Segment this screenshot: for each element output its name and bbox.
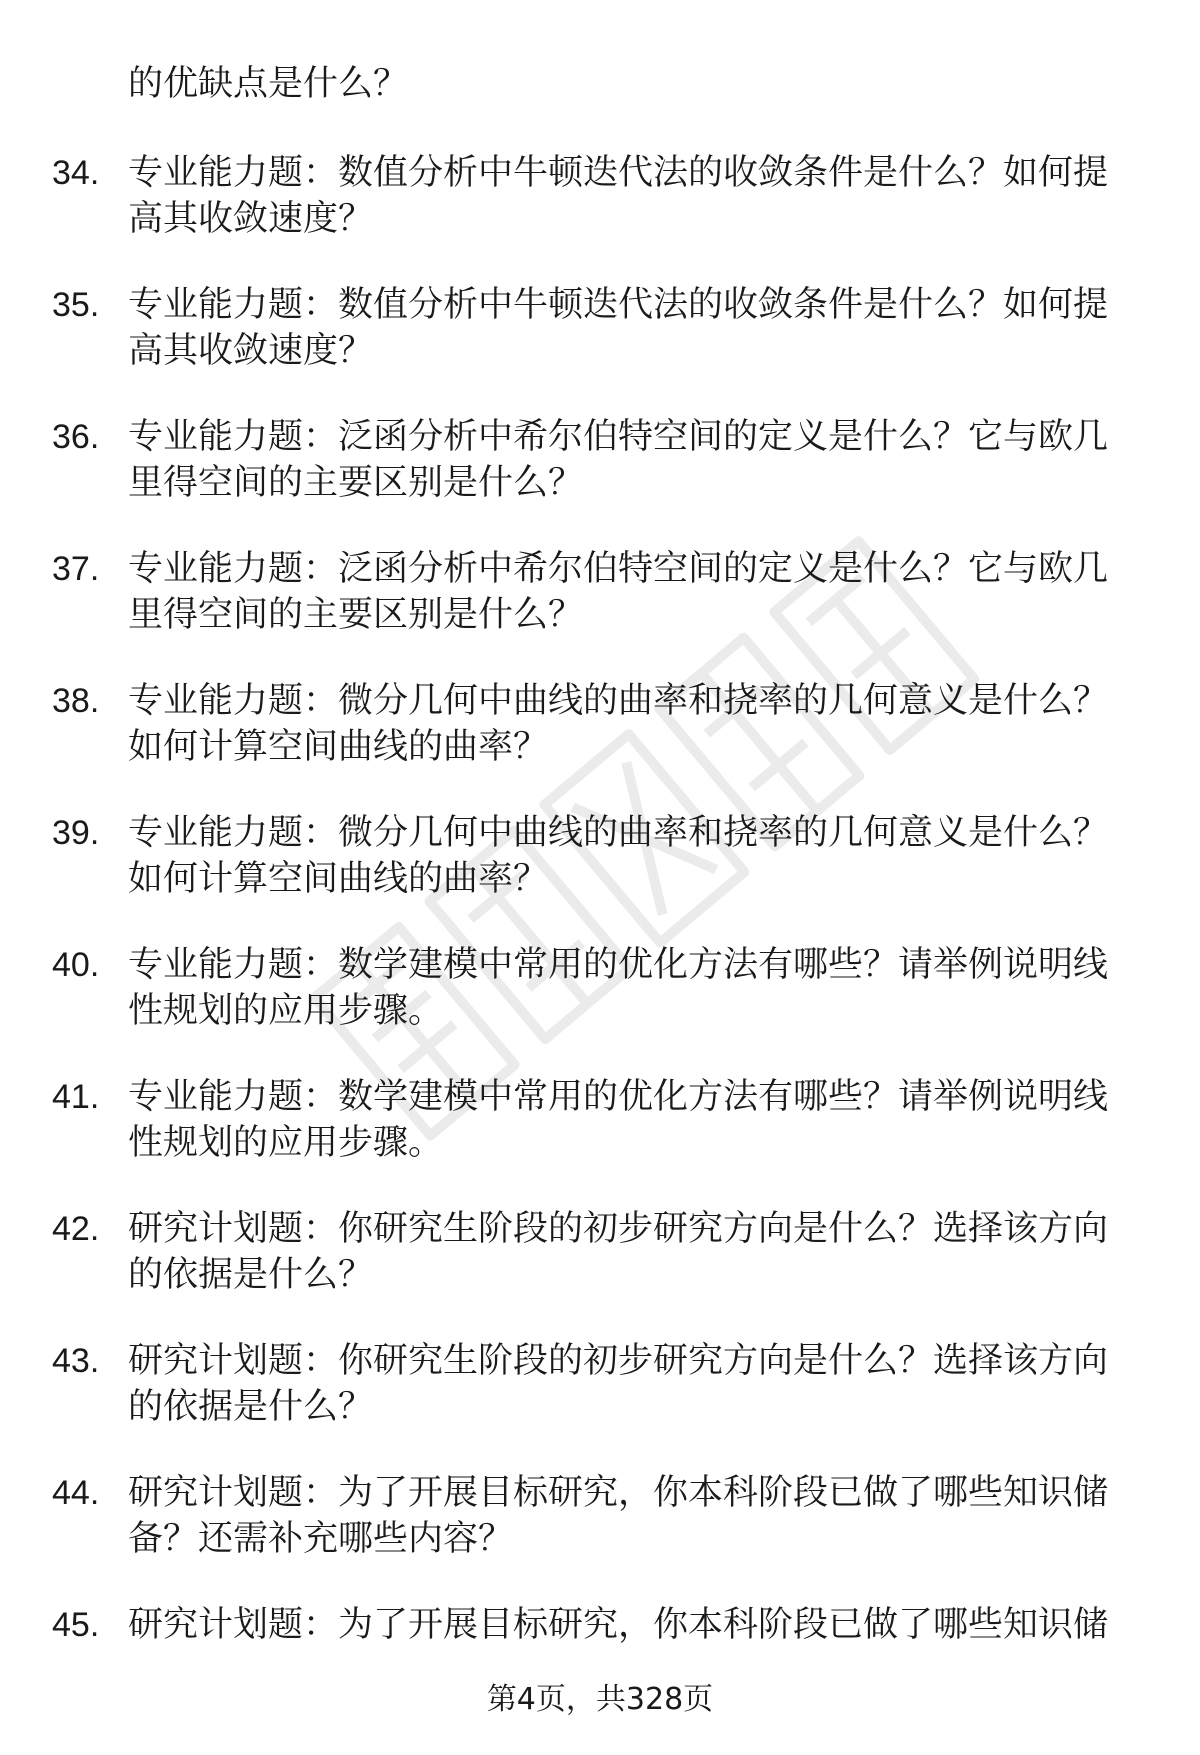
question-line: 的依据是什么？ <box>128 1255 374 1295</box>
question-line: 高其收敛速度？ <box>128 199 374 239</box>
question-number: 38. <box>52 682 100 720</box>
question-text <box>128 1602 1138 1648</box>
question-number: 45. <box>52 1606 100 1644</box>
question-number: 36. <box>52 418 100 456</box>
question-number: 40. <box>52 946 100 984</box>
list-item <box>0 546 1200 678</box>
question-text <box>128 150 1138 242</box>
question-number: 39. <box>52 814 100 852</box>
list-item <box>0 150 1200 282</box>
question-line: 专业能力题：微分几何中曲线的曲率和挠率的几何意义是什么？ <box>128 681 1109 721</box>
question-line: 研究计划题：为了开展目标研究，你本科阶段已做了哪些知识储 <box>128 1473 1109 1513</box>
list-item <box>0 1338 1200 1470</box>
question-line: 专业能力题：泛函分析中希尔伯特空间的定义是什么？它与欧几 <box>128 417 1109 457</box>
question-number: 35. <box>52 286 100 324</box>
question-text <box>128 414 1138 506</box>
question-line: 专业能力题：数学建模中常用的优化方法有哪些？请举例说明线 <box>128 945 1109 985</box>
question-line: 专业能力题：泛函分析中希尔伯特空间的定义是什么？它与欧几 <box>128 549 1109 589</box>
question-line: 备？还需补充哪些内容？ <box>128 1519 514 1559</box>
question-text <box>128 810 1138 902</box>
question-number: 37. <box>52 550 100 588</box>
question-number: 34. <box>52 154 100 192</box>
question-line: 专业能力题：数学建模中常用的优化方法有哪些？请举例说明线 <box>128 1077 1109 1117</box>
question-line: 高其收敛速度？ <box>128 331 374 371</box>
question-line: 性规划的应用步骤。 <box>128 1123 444 1163</box>
question-text <box>128 1338 1138 1430</box>
question-number: 44. <box>52 1474 100 1512</box>
question-line: 如何计算空间曲线的曲率？ <box>128 727 549 767</box>
list-item <box>0 282 1200 414</box>
list-item <box>0 678 1200 810</box>
question-line: 的依据是什么？ <box>128 1387 374 1427</box>
list-item <box>0 1206 1200 1338</box>
question-list <box>0 150 1200 1734</box>
question-line: 专业能力题：微分几何中曲线的曲率和挠率的几何意义是什么？ <box>128 813 1109 853</box>
question-text <box>128 1470 1138 1562</box>
question-text <box>128 546 1138 638</box>
question-number: 43. <box>52 1342 100 1380</box>
question-text <box>128 1206 1138 1298</box>
list-item <box>0 810 1200 942</box>
question-line: 研究计划题：你研究生阶段的初步研究方向是什么？选择该方向 <box>128 1341 1109 1381</box>
question-text <box>128 678 1138 770</box>
list-item <box>0 942 1200 1074</box>
list-item <box>0 1074 1200 1206</box>
question-line: 性规划的应用步骤。 <box>128 991 444 1031</box>
list-item <box>0 414 1200 546</box>
page-footer: 第4页，共328页 <box>486 1682 714 1717</box>
continued-question-text: 的优缺点是什么？ <box>128 64 409 104</box>
question-line: 如何计算空间曲线的曲率？ <box>128 859 549 899</box>
question-number: 41. <box>52 1078 100 1116</box>
question-line: 研究计划题：为了开展目标研究，你本科阶段已做了哪些知识储 <box>128 1605 1109 1645</box>
question-text <box>128 1074 1138 1166</box>
question-text <box>128 942 1138 1034</box>
question-line: 里得空间的主要区别是什么？ <box>128 595 584 635</box>
question-line: 专业能力题：数值分析中牛顿迭代法的收敛条件是什么？如何提 <box>128 285 1109 325</box>
question-line: 研究计划题：你研究生阶段的初步研究方向是什么？选择该方向 <box>128 1209 1109 1249</box>
question-text <box>128 282 1138 374</box>
list-item <box>0 1470 1200 1602</box>
question-line: 专业能力题：数值分析中牛顿迭代法的收敛条件是什么？如何提 <box>128 153 1109 193</box>
question-line: 里得空间的主要区别是什么？ <box>128 463 584 503</box>
question-number: 42. <box>52 1210 100 1248</box>
